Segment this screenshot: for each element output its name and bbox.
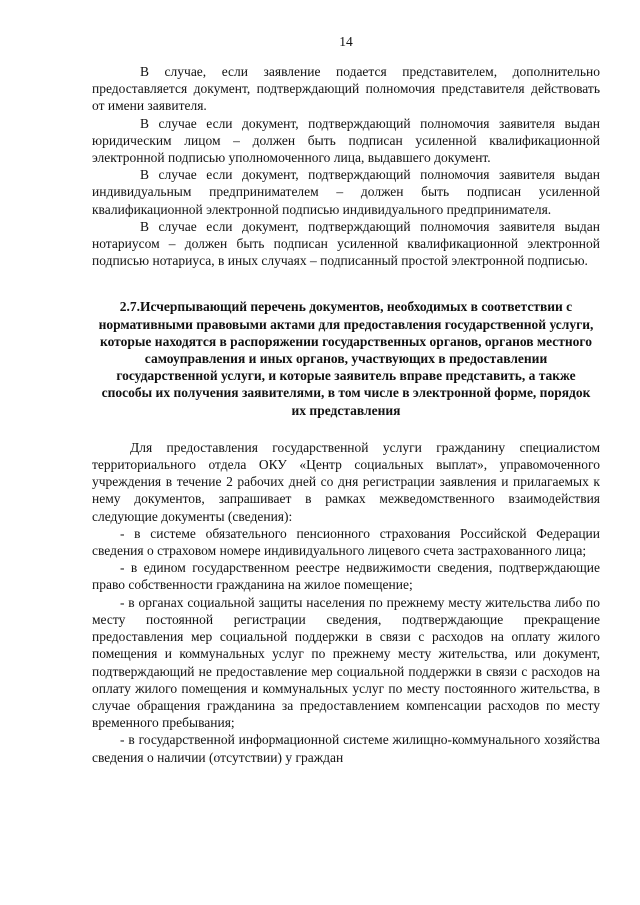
paragraph-representative: В случае, если заявление подается представителем, дополнительно предоставляется документ, подтверждающий полномочия представителя действовать от имени заявителя. — [92, 64, 600, 114]
list-item-real-estate-registry: - в едином государственном реестре недвижимости сведения, подтверждающие право собственности гражданина на жилое помещение; — [92, 560, 600, 593]
section-heading: 2.7.Исчерпывающий перечень документов, необходимых в соответствии с нормативными правовыми актами для предоставления государственной услуги, которые находятся в распоряжении государственных органов, органов местного самоуправления и иных органов, участвующих в предоставлении государственной услуги, и которые заявитель вправе представить, а также способы их получения заявителями, в том числе в электронной форме, порядок их представления — [98, 299, 594, 418]
paragraph-notary: В случае если документ, подтверждающий полномочия заявителя выдан нотариусом – должен быть подписан усиленной квалификационной электронной подписью нотариуса, в иных случаях – подписанный простой электронной подписью. — [92, 218, 600, 269]
page-number: 14 — [339, 34, 353, 49]
list-item-social-protection: - в органах социальной защиты населения по прежнему месту жительства либо по месту постоянной регистрации сведения, подтверждающие прекращение предоставления мер социальной поддержки в связи с расходов на оплату жилого помещения и коммунальных услуг по прежнему месту жительства, или документ, подтверждающий не предоставление мер социальной поддержки в связи с расходов на оплату жилого помещения и коммунальных услуг по месту постоянного жительства, в случае обращения гражданина за предоставлением компенсации расходов по месту временного пребывания; — [92, 594, 600, 731]
paragraph-entrepreneur: В случае если документ, подтверждающий полномочия заявителя выдан индивидуальным предпринимателем – должен быть подписан усиленной квалификационной электронной подписью индивидуального предпринимателя. — [92, 167, 600, 217]
list-item-pension-insurance: - в системе обязательного пенсионного страхования Российской Федерации сведения о страховом номере индивидуального лицевого счета застрахованного лица; — [92, 525, 600, 559]
list-item-housing-system: - в государственной информационной системе жилищно-коммунального хозяйства сведения о наличии (отсутствии) у граждан — [92, 732, 600, 765]
intro-paragraph: Для предоставления государственной услуги гражданину специалистом территориального отдела ОКУ «Центр социальных выплат», управомоченного учреждения в течение 2 рабочих дней со дня регистрации заявления и прилагаемых к нему документов, запрашивает в рамках межведомственного взаимодействия следующие документы (сведения): — [92, 439, 600, 524]
paragraph-legal-entity: В случае если документ, подтверждающий полномочия заявителя выдан юридическим лицом – должен быть подписан усиленной квалификационной электронной подписью уполномоченного лица, выдавшего документ. — [92, 115, 600, 166]
